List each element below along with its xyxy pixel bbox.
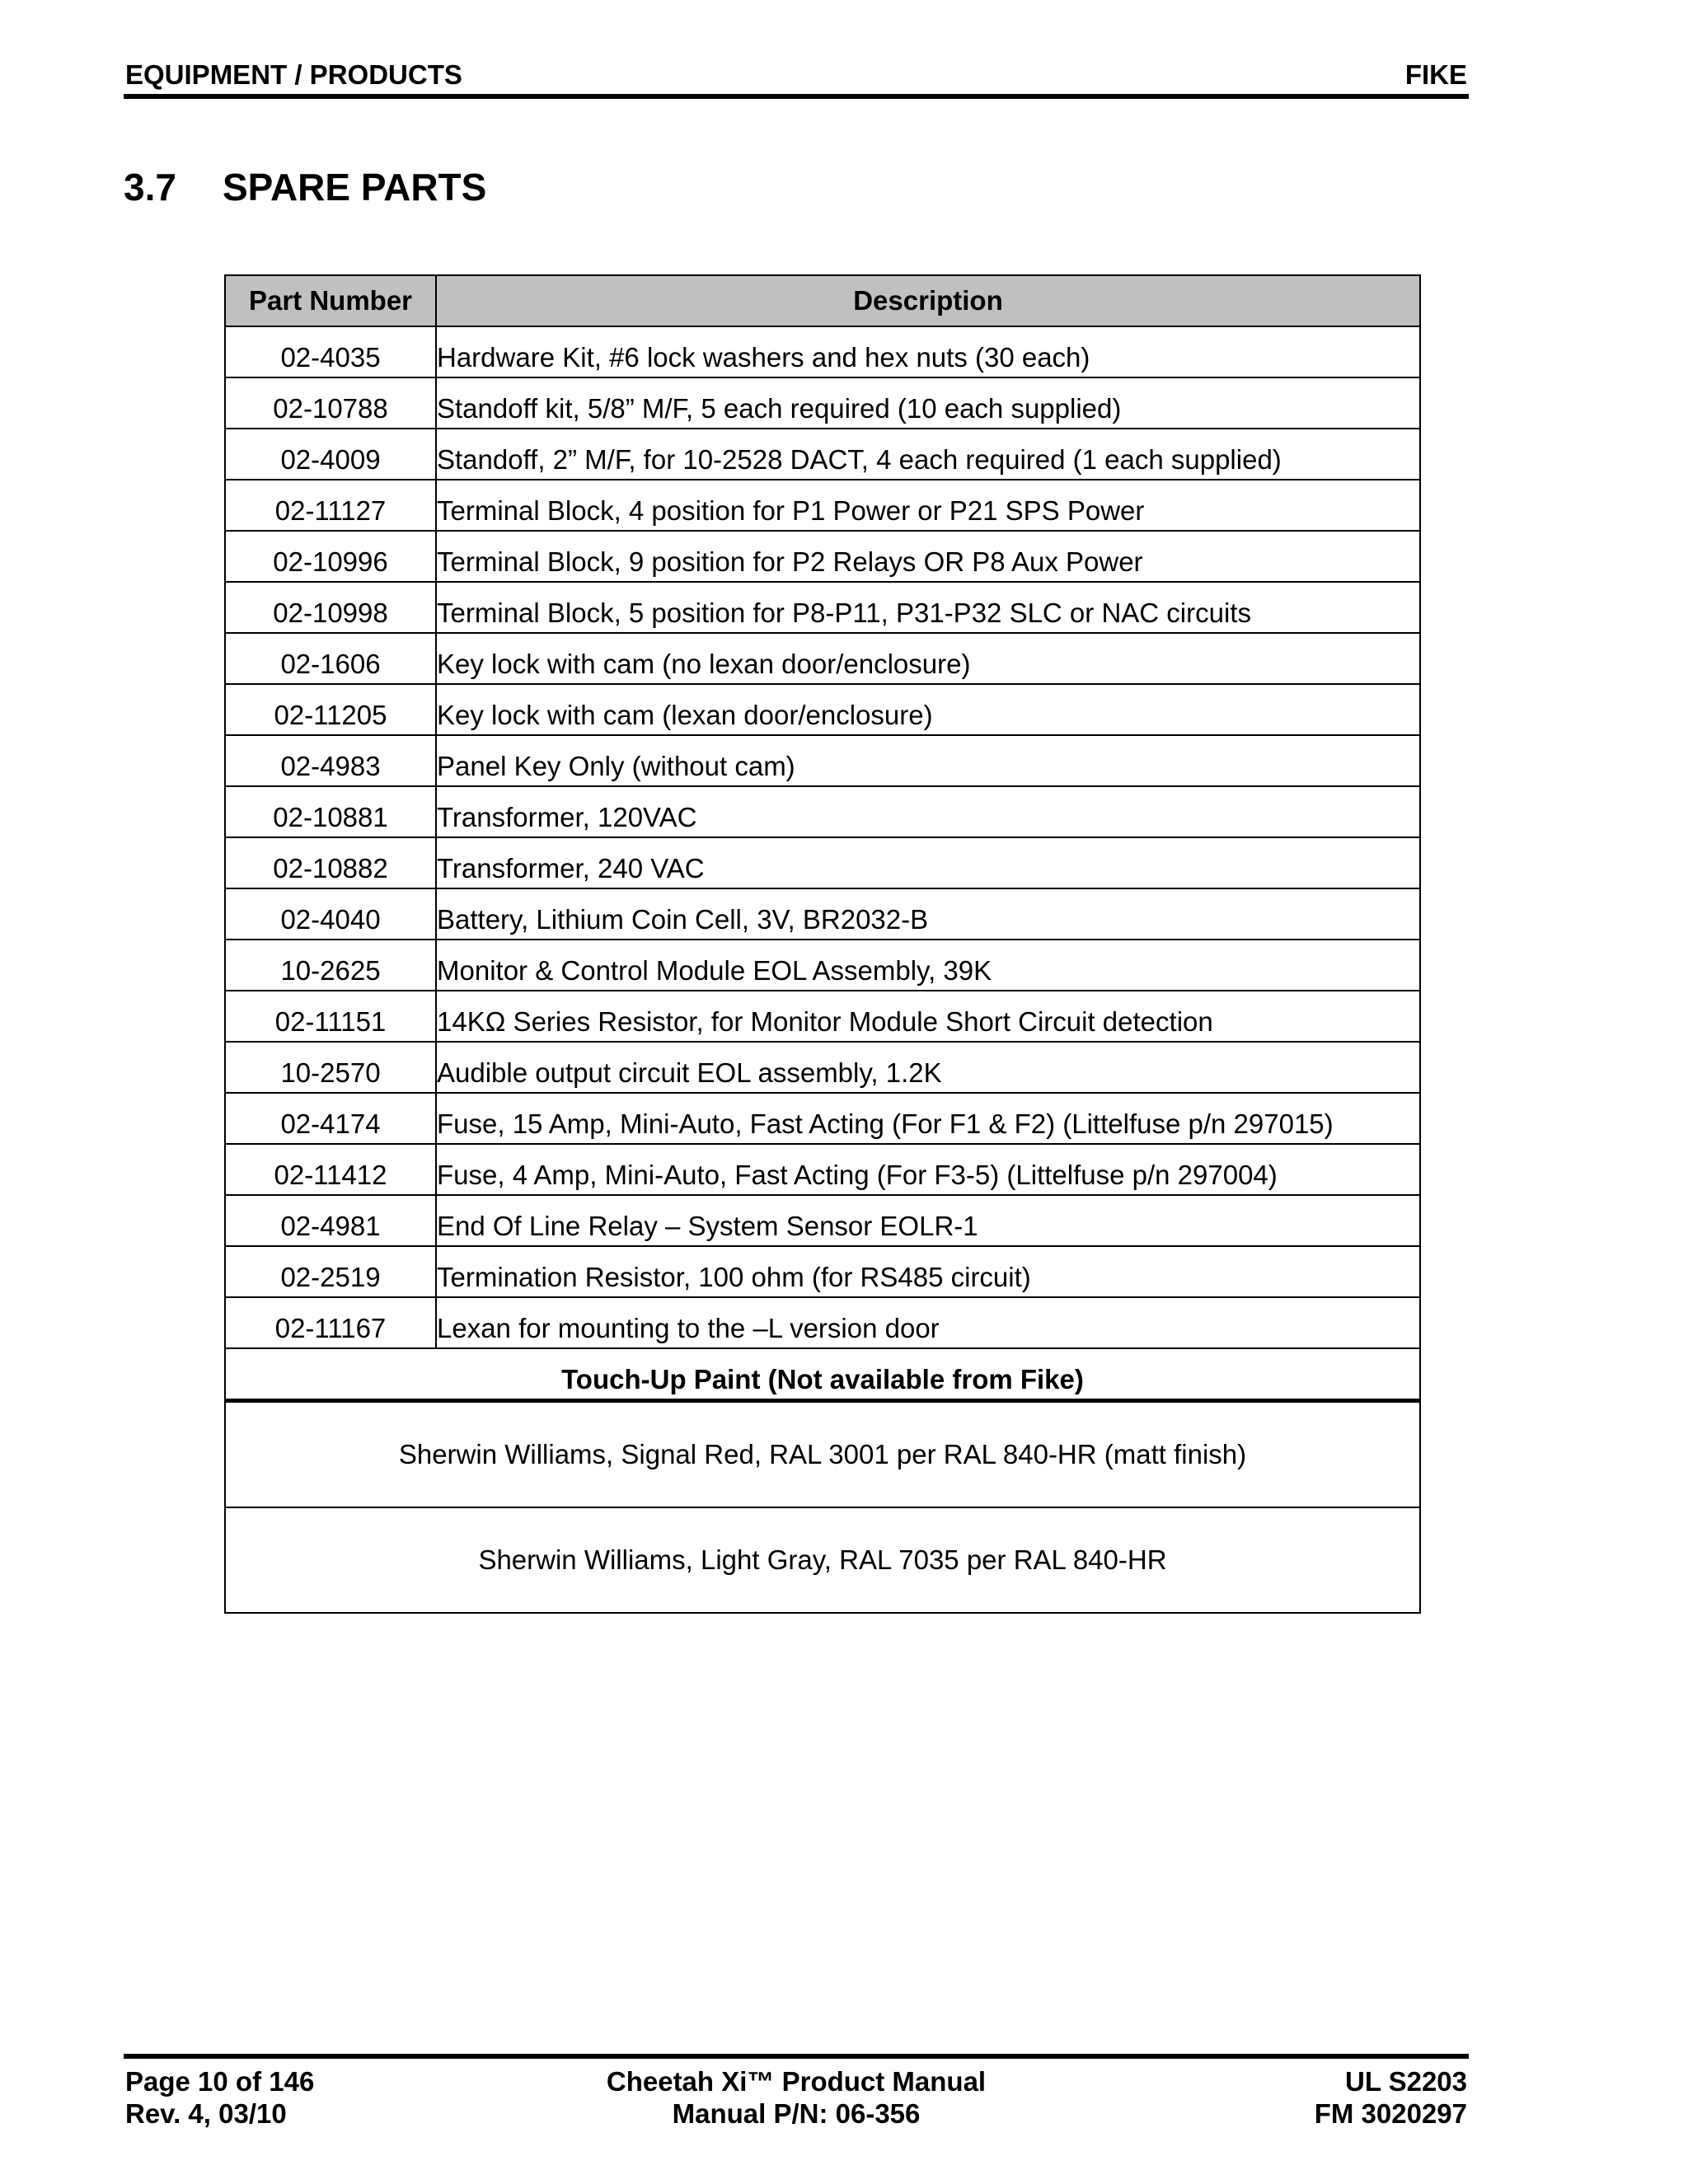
description-cell: Terminal Block, 9 position for P2 Relays OR P8 Aux Power	[436, 531, 1420, 582]
part-number-cell: 02-4983	[225, 735, 436, 786]
part-number-cell: 02-11205	[225, 684, 436, 735]
paint-heading-row	[225, 1348, 1420, 1401]
part-number-cell: 02-10882	[225, 837, 436, 888]
section-heading	[124, 165, 486, 209]
description-cell: Terminal Block, 5 position for P8-P11, P31-P32 SLC or NAC circuits	[436, 582, 1420, 633]
column-header-part-number: Part Number	[225, 275, 436, 326]
description-cell: Transformer, 120VAC	[436, 786, 1420, 837]
table-row	[225, 582, 1420, 633]
description-cell: Terminal Block, 4 position for P1 Power or P21 SPS Power	[436, 480, 1420, 531]
table-row	[225, 1297, 1420, 1348]
section-title: SPARE PARTS	[223, 166, 487, 209]
header-category: EQUIPMENT / PRODUCTS	[125, 59, 462, 90]
section-number: 3.7	[124, 166, 176, 209]
table-header-row	[225, 275, 1420, 326]
paint-heading: Touch-Up Paint (Not available from Fike)	[225, 1348, 1420, 1401]
part-number-cell: 02-1606	[225, 633, 436, 684]
table-row	[225, 735, 1420, 786]
description-cell: Transformer, 240 VAC	[436, 837, 1420, 888]
description-cell: Audible output circuit EOL assembly, 1.2K	[436, 1042, 1420, 1093]
part-number-cell: 02-4174	[225, 1093, 436, 1144]
part-number-cell: 02-11167	[225, 1297, 436, 1348]
table-row	[225, 888, 1420, 940]
footer-right	[1315, 2065, 1467, 2130]
part-number-cell: 02-4009	[225, 429, 436, 480]
description-cell: Key lock with cam (lexan door/enclosure)	[436, 684, 1420, 735]
table-row	[225, 1195, 1420, 1246]
part-number-cell: 10-2625	[225, 940, 436, 991]
description-cell: Key lock with cam (no lexan door/enclosure)	[436, 633, 1420, 684]
description-cell: Standoff, 2” M/F, for 10-2528 DACT, 4 each required (1 each supplied)	[436, 429, 1420, 480]
table-row	[225, 940, 1420, 991]
description-cell: Battery, Lithium Coin Cell, 3V, BR2032-B	[436, 888, 1420, 940]
description-cell: Standoff kit, 5/8” M/F, 5 each required (10 each supplied)	[436, 377, 1420, 429]
part-number-cell: 02-11412	[225, 1144, 436, 1195]
footer-manual-pn: Manual P/N: 06-356	[672, 2098, 921, 2129]
part-number-cell: 02-10996	[225, 531, 436, 582]
part-number-cell: 02-10788	[225, 377, 436, 429]
table-row	[225, 633, 1420, 684]
table-row	[225, 684, 1420, 735]
footer-ul-listing: UL S2203	[1345, 2066, 1467, 2097]
part-number-cell: 02-11151	[225, 991, 436, 1042]
description-cell: Fuse, 4 Amp, Mini-Auto, Fast Acting (For F3-5) (Littelfuse p/n 297004)	[436, 1144, 1420, 1195]
paint-item: Sherwin Williams, Signal Red, RAL 3001 per RAL 840-HR (matt finish)	[225, 1401, 1420, 1508]
paint-item: Sherwin Williams, Light Gray, RAL 7035 per RAL 840-HR	[225, 1507, 1420, 1613]
spare-parts-table	[224, 274, 1421, 1614]
part-number-cell: 10-2570	[225, 1042, 436, 1093]
header-brand: FIKE	[1404, 59, 1467, 90]
part-number-cell: 02-4981	[225, 1195, 436, 1246]
description-cell: Lexan for mounting to the –L version door	[436, 1297, 1420, 1348]
column-header-description: Description	[436, 275, 1420, 326]
part-number-cell: 02-4035	[225, 326, 436, 377]
table-row	[225, 326, 1420, 377]
table-row	[225, 429, 1420, 480]
page-header	[124, 58, 1469, 99]
part-number-cell: 02-4040	[225, 888, 436, 940]
table-row	[225, 1144, 1420, 1195]
footer-center	[124, 2065, 1469, 2130]
table-row	[225, 377, 1420, 429]
footer-revision: Rev. 4, 03/10	[125, 2098, 287, 2129]
description-cell: Monitor & Control Module EOL Assembly, 39K	[436, 940, 1420, 991]
table-row	[225, 1042, 1420, 1093]
part-number-cell: 02-11127	[225, 480, 436, 531]
description-cell: End Of Line Relay – System Sensor EOLR-1	[436, 1195, 1420, 1246]
footer-manual-title: Cheetah Xi™ Product Manual	[606, 2066, 987, 2097]
footer-fm-approval: FM 3020297	[1314, 2098, 1467, 2129]
table-row	[225, 480, 1420, 531]
paint-row	[225, 1507, 1420, 1613]
page-footer	[124, 2054, 1469, 2129]
paint-row	[225, 1401, 1420, 1508]
description-cell: Panel Key Only (without cam)	[436, 735, 1420, 786]
description-cell: Fuse, 15 Amp, Mini-Auto, Fast Acting (For F1 & F2) (Littelfuse p/n 297015)	[436, 1093, 1420, 1144]
table-row	[225, 837, 1420, 888]
description-cell: 14KΩ Series Resistor, for Monitor Module Short Circuit detection	[436, 991, 1420, 1042]
table-row	[225, 991, 1420, 1042]
table-row	[225, 531, 1420, 582]
part-number-cell: 02-10881	[225, 786, 436, 837]
footer-page-number: Page 10 of 146	[125, 2066, 315, 2097]
table-row	[225, 1246, 1420, 1297]
part-number-cell: 02-10998	[225, 582, 436, 633]
table-row	[225, 786, 1420, 837]
part-number-cell: 02-2519	[225, 1246, 436, 1297]
description-cell: Hardware Kit, #6 lock washers and hex nuts (30 each)	[436, 326, 1420, 377]
table-row	[225, 1093, 1420, 1144]
description-cell: Termination Resistor, 100 ohm (for RS485 circuit)	[436, 1246, 1420, 1297]
